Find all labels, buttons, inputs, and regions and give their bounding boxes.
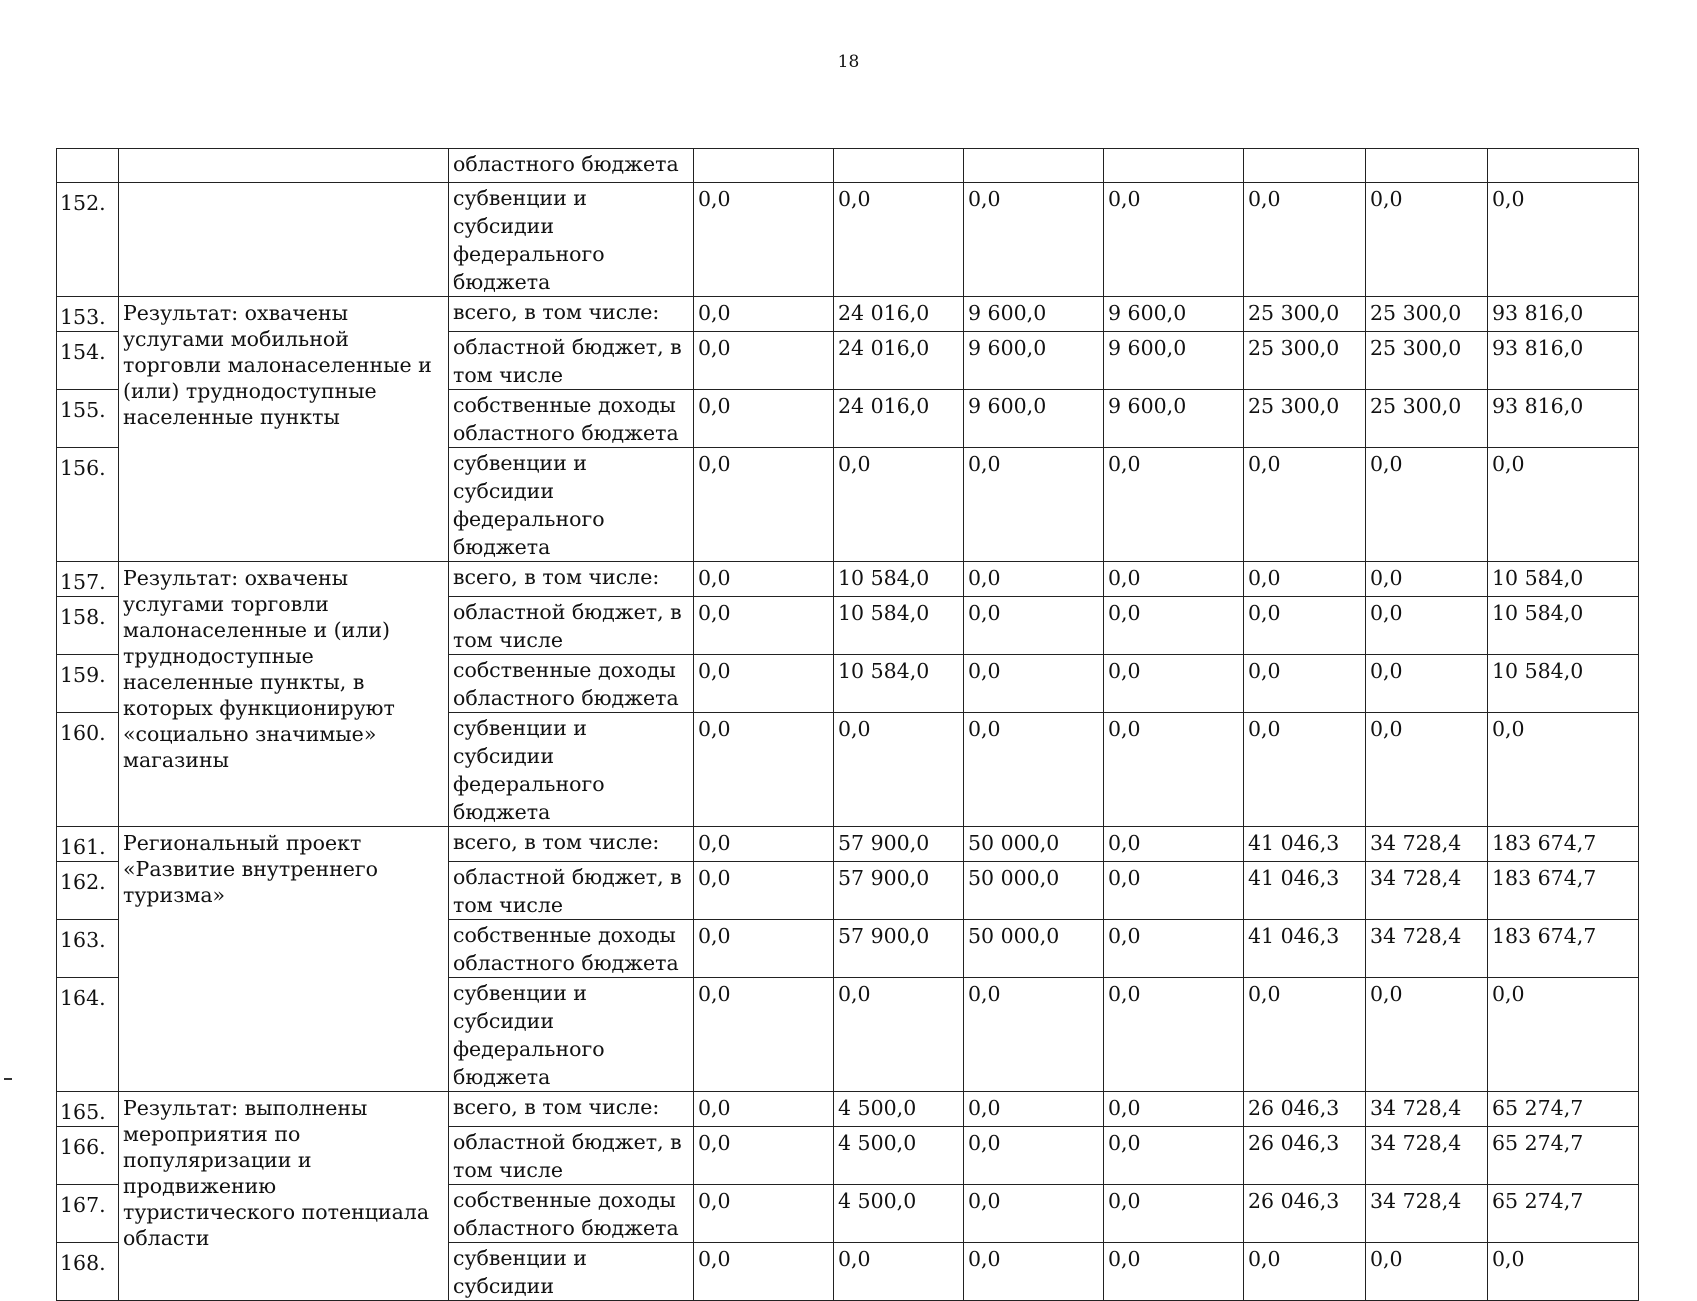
value-cell: 183 674,7: [1488, 920, 1639, 978]
value-cell: 50 000,0: [964, 920, 1104, 978]
budget-table-body: [57, 149, 1639, 1301]
value-cell: 0,0: [834, 448, 964, 562]
value-cell: 0,0: [1244, 1243, 1366, 1301]
value-cell: 26 046,3: [1244, 1127, 1366, 1185]
value-cell: 0,0: [964, 448, 1104, 562]
value-cell: 34 728,4: [1366, 920, 1488, 978]
value-cell: 4 500,0: [834, 1092, 964, 1127]
value-cell: 0,0: [694, 862, 834, 920]
budget-table: [56, 148, 1639, 1301]
value-cell: 57 900,0: [834, 920, 964, 978]
value-cell: 0,0: [1366, 713, 1488, 827]
value-cell: 41 046,3: [1244, 862, 1366, 920]
value-cell: 25 300,0: [1244, 390, 1366, 448]
value-cell: 4 500,0: [834, 1185, 964, 1243]
value-cell: 0,0: [1104, 655, 1244, 713]
result-description-cell: Результат: охвачены услугами мобильной торговли малонаселенные и (или) труднодоступные населенные пункты: [119, 297, 449, 562]
value-cell: 0,0: [1104, 920, 1244, 978]
row-number-cell: 166.: [57, 1127, 119, 1185]
funding-source-cell: собственные доходы областного бюджета: [449, 390, 694, 448]
value-cell: 0,0: [964, 1185, 1104, 1243]
funding-source-cell: субвенции и субсидии федерального бюджета: [449, 183, 694, 297]
value-cell: 0,0: [1104, 448, 1244, 562]
row-number-cell: 159.: [57, 655, 119, 713]
value-cell: 34 728,4: [1366, 827, 1488, 862]
value-cell: 10 584,0: [1488, 655, 1639, 713]
value-cell: 41 046,3: [1244, 827, 1366, 862]
value-cell: 0,0: [694, 827, 834, 862]
value-cell: 0,0: [964, 183, 1104, 297]
funding-source-cell: собственные доходы областного бюджета: [449, 920, 694, 978]
value-cell: 0,0: [964, 978, 1104, 1092]
value-cell: 0,0: [1488, 713, 1639, 827]
value-cell: 0,0: [964, 597, 1104, 655]
value-cell: 41 046,3: [1244, 920, 1366, 978]
table-row: [57, 827, 1639, 862]
value-cell: 9 600,0: [964, 297, 1104, 332]
value-cell: 0,0: [694, 1243, 834, 1301]
value-cell: 65 274,7: [1488, 1127, 1639, 1185]
value-cell: 24 016,0: [834, 390, 964, 448]
value-cell: 0,0: [1104, 713, 1244, 827]
table-row: [57, 562, 1639, 597]
value-cell: 0,0: [694, 597, 834, 655]
value-cell: 0,0: [964, 1127, 1104, 1185]
row-number-cell: 168.: [57, 1243, 119, 1301]
funding-source-cell: субвенции и субсидии федерального бюджета: [449, 713, 694, 827]
value-cell: 57 900,0: [834, 862, 964, 920]
value-cell: [1488, 149, 1639, 183]
value-cell: 0,0: [1366, 448, 1488, 562]
value-cell: 10 584,0: [834, 562, 964, 597]
row-number-cell: 156.: [57, 448, 119, 562]
row-number-cell: 162.: [57, 862, 119, 920]
value-cell: 26 046,3: [1244, 1092, 1366, 1127]
value-cell: 0,0: [834, 183, 964, 297]
value-cell: 0,0: [1104, 1243, 1244, 1301]
value-cell: 0,0: [964, 1243, 1104, 1301]
value-cell: 183 674,7: [1488, 827, 1639, 862]
funding-source-cell: всего, в том числе:: [449, 827, 694, 862]
value-cell: 93 816,0: [1488, 390, 1639, 448]
value-cell: [834, 149, 964, 183]
table-row: [57, 183, 1639, 297]
value-cell: 9 600,0: [964, 332, 1104, 390]
value-cell: 0,0: [1104, 183, 1244, 297]
value-cell: 0,0: [1366, 597, 1488, 655]
margin-tick-mark: [4, 1078, 12, 1080]
table-row: [57, 149, 1639, 183]
value-cell: 0,0: [834, 978, 964, 1092]
row-number-cell: 153.: [57, 297, 119, 332]
value-cell: 0,0: [964, 1092, 1104, 1127]
funding-source-cell: собственные доходы областного бюджета: [449, 655, 694, 713]
value-cell: 0,0: [1104, 1092, 1244, 1127]
row-number-cell: 164.: [57, 978, 119, 1092]
funding-source-cell: всего, в том числе:: [449, 1092, 694, 1127]
value-cell: 183 674,7: [1488, 862, 1639, 920]
value-cell: 34 728,4: [1366, 1127, 1488, 1185]
value-cell: 0,0: [1488, 183, 1639, 297]
funding-source-cell: субвенции и субсидии федерального бюджета: [449, 448, 694, 562]
value-cell: 24 016,0: [834, 332, 964, 390]
row-number-cell: 155.: [57, 390, 119, 448]
value-cell: 34 728,4: [1366, 1092, 1488, 1127]
value-cell: 0,0: [1488, 1243, 1639, 1301]
value-cell: 0,0: [694, 1185, 834, 1243]
row-number-cell: 161.: [57, 827, 119, 862]
result-description-cell: [119, 183, 449, 297]
value-cell: 10 584,0: [1488, 562, 1639, 597]
value-cell: 9 600,0: [1104, 332, 1244, 390]
value-cell: 0,0: [1366, 562, 1488, 597]
value-cell: 9 600,0: [1104, 390, 1244, 448]
value-cell: 0,0: [694, 297, 834, 332]
value-cell: 57 900,0: [834, 827, 964, 862]
result-description-cell: Результат: охвачены услугами торговли малонаселенные и (или) труднодоступные населенные пункты, в которых функционируют «социально значимые» магазины: [119, 562, 449, 827]
row-number-cell: 157.: [57, 562, 119, 597]
row-number-cell: 163.: [57, 920, 119, 978]
value-cell: 0,0: [694, 332, 834, 390]
value-cell: 25 300,0: [1244, 332, 1366, 390]
value-cell: 9 600,0: [1104, 297, 1244, 332]
value-cell: 0,0: [694, 183, 834, 297]
funding-source-cell: областной бюджет, в том числе: [449, 1127, 694, 1185]
value-cell: 0,0: [694, 655, 834, 713]
value-cell: 0,0: [694, 1127, 834, 1185]
row-number-cell: 158.: [57, 597, 119, 655]
funding-source-cell: всего, в том числе:: [449, 297, 694, 332]
value-cell: 34 728,4: [1366, 862, 1488, 920]
value-cell: 0,0: [1366, 183, 1488, 297]
value-cell: 0,0: [1244, 713, 1366, 827]
value-cell: 0,0: [1244, 562, 1366, 597]
value-cell: [1366, 149, 1488, 183]
value-cell: 25 300,0: [1244, 297, 1366, 332]
value-cell: 0,0: [694, 1092, 834, 1127]
value-cell: 0,0: [1244, 655, 1366, 713]
value-cell: 0,0: [694, 978, 834, 1092]
value-cell: 65 274,7: [1488, 1092, 1639, 1127]
funding-source-cell: всего, в том числе:: [449, 562, 694, 597]
value-cell: [964, 149, 1104, 183]
value-cell: 0,0: [834, 713, 964, 827]
row-number-cell: 154.: [57, 332, 119, 390]
row-number-cell: 165.: [57, 1092, 119, 1127]
value-cell: 34 728,4: [1366, 1185, 1488, 1243]
funding-source-cell: собственные доходы областного бюджета: [449, 1185, 694, 1243]
value-cell: 0,0: [964, 655, 1104, 713]
value-cell: 0,0: [1104, 1127, 1244, 1185]
value-cell: [1244, 149, 1366, 183]
table-row: [57, 297, 1639, 332]
row-number-cell: 160.: [57, 713, 119, 827]
value-cell: 0,0: [1366, 1243, 1488, 1301]
row-number-cell: [57, 149, 119, 183]
row-number-cell: 167.: [57, 1185, 119, 1243]
value-cell: 50 000,0: [964, 862, 1104, 920]
funding-source-cell: областной бюджет, в том числе: [449, 862, 694, 920]
value-cell: 0,0: [694, 448, 834, 562]
value-cell: 0,0: [1488, 448, 1639, 562]
value-cell: 0,0: [1488, 978, 1639, 1092]
value-cell: 25 300,0: [1366, 297, 1488, 332]
value-cell: 0,0: [694, 562, 834, 597]
value-cell: 0,0: [1104, 1185, 1244, 1243]
value-cell: 50 000,0: [964, 827, 1104, 862]
funding-source-cell: областного бюджета: [449, 149, 694, 183]
result-cell: [119, 149, 449, 183]
value-cell: 0,0: [1104, 978, 1244, 1092]
value-cell: 4 500,0: [834, 1127, 964, 1185]
value-cell: 0,0: [1104, 827, 1244, 862]
value-cell: 0,0: [694, 920, 834, 978]
funding-source-cell: субвенции и субсидии: [449, 1243, 694, 1301]
value-cell: 0,0: [1366, 655, 1488, 713]
table-row: [57, 1092, 1639, 1127]
value-cell: 0,0: [694, 390, 834, 448]
value-cell: 25 300,0: [1366, 332, 1488, 390]
value-cell: 0,0: [834, 1243, 964, 1301]
value-cell: 10 584,0: [1488, 597, 1639, 655]
value-cell: 0,0: [1244, 978, 1366, 1092]
value-cell: 10 584,0: [834, 597, 964, 655]
value-cell: 93 816,0: [1488, 332, 1639, 390]
value-cell: 10 584,0: [834, 655, 964, 713]
value-cell: 9 600,0: [964, 390, 1104, 448]
result-description-cell: Результат: выполнены мероприятия по популяризации и продвижению туристического потенциала области: [119, 1092, 449, 1301]
value-cell: 0,0: [964, 713, 1104, 827]
value-cell: 0,0: [694, 713, 834, 827]
value-cell: 26 046,3: [1244, 1185, 1366, 1243]
funding-source-cell: субвенции и субсидии федерального бюджета: [449, 978, 694, 1092]
value-cell: [1104, 149, 1244, 183]
value-cell: 24 016,0: [834, 297, 964, 332]
funding-source-cell: областной бюджет, в том числе: [449, 332, 694, 390]
value-cell: 0,0: [1244, 183, 1366, 297]
page-number: 18: [837, 52, 860, 72]
value-cell: 93 816,0: [1488, 297, 1639, 332]
row-number-cell: 152.: [57, 183, 119, 297]
value-cell: 0,0: [1244, 448, 1366, 562]
value-cell: 0,0: [1244, 597, 1366, 655]
result-description-cell: Региональный проект «Развитие внутреннего туризма»: [119, 827, 449, 1092]
funding-source-cell: областной бюджет, в том числе: [449, 597, 694, 655]
value-cell: 0,0: [1104, 862, 1244, 920]
value-cell: 65 274,7: [1488, 1185, 1639, 1243]
value-cell: 0,0: [1104, 597, 1244, 655]
value-cell: 25 300,0: [1366, 390, 1488, 448]
value-cell: 0,0: [964, 562, 1104, 597]
value-cell: 0,0: [1366, 978, 1488, 1092]
value-cell: [694, 149, 834, 183]
value-cell: 0,0: [1104, 562, 1244, 597]
